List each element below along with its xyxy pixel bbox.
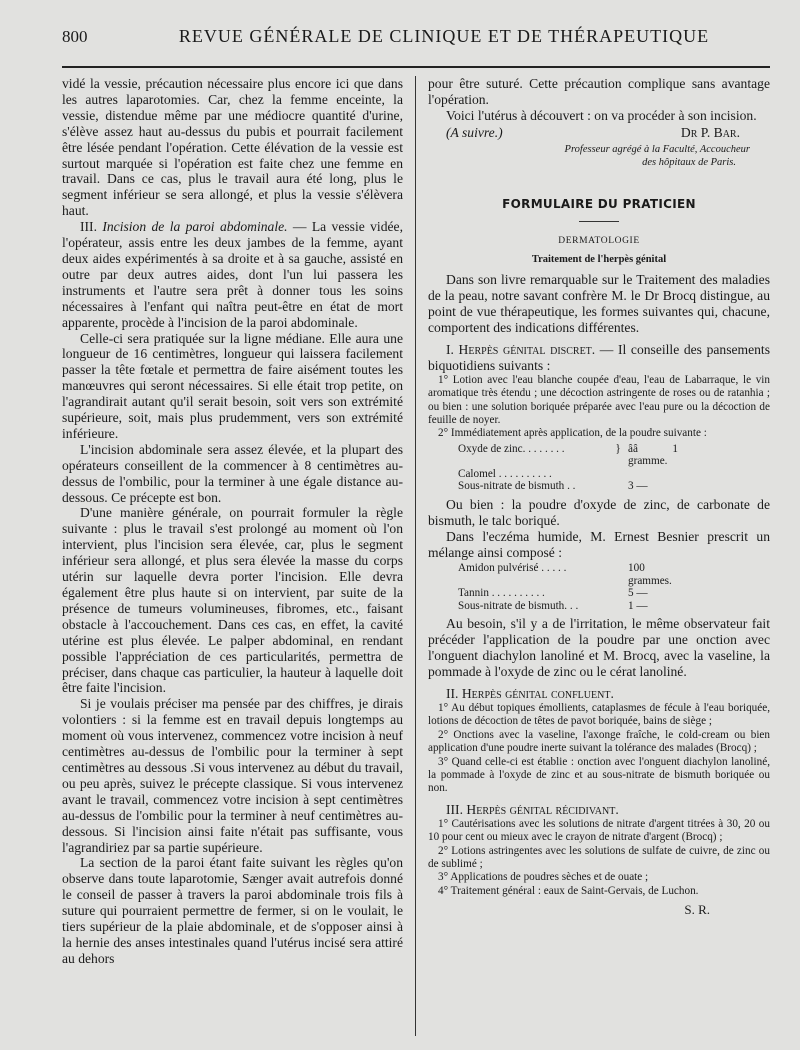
list-item: 2° Lotions astringentes avec les solutions de sulfate de cuivre, de zinc ou de sublimé ; [428, 844, 770, 870]
paragraph: Au besoin, s'il y a de l'irritation, le même observateur fait précéder l'application de la poudre par une onction avec l'onguent diachylon lanoliné et M. Brocq, avec la vaseline, la pommade à l'oxyde de zinc ou le cérat lanoliné. [428, 616, 770, 680]
page-header [62, 26, 766, 56]
form-heading: Herpès génital récidivant. [466, 801, 619, 817]
paragraph [62, 219, 403, 330]
paragraph: vidé la vessie, précaution nécessaire plus encore ici que dans les autres laparotomies. Car, chez la femme enceinte, la vessie, distendue même par une médiocre quantité d'urine, s'élève assez haut au-dessus du pubis et pourrait facilement être lésée pendant l'opération. Cette élévation de la vessie est surtout marquée si l'opération est faite chez une femme en travail. Dans ce cas, plus le travail aura été long, plus le segment inférieur se sera allongé, et plus la vessie s'élèvera haut. [62, 76, 403, 219]
list-item: 1° Cautérisations avec les solutions de nitrate d'argent titrées à 30, 20 ou 10 pour cent ou mieux avec le crayon de nitrate d'argent (Brocq) ; [428, 817, 770, 844]
formula-table [458, 562, 770, 612]
running-title: REVUE GÉNÉRALE DE CLINIQUE ET DE THÉRAPEUTIQUE [178, 26, 710, 46]
paragraph-text: — La vessie vidée, l'opérateur, assis entre les deux jambes de la femme, ayant deux aides expérimentés à sa droite et à sa gauche, assisté en outre par deux autres aides, dont l'un lui passera les instruments et l'autre sera prêt à donner tous les soins nécessaires à l'enfant qui naîtra peut-être en état de mort apparente, procède à l'incision de la paroi abdominale. [62, 219, 403, 330]
paragraph: L'incision abdominale sera assez élevée, et la plupart des opérateurs conseillent de la commencer à 8 centimètres au-dessus de l'ombilic, pour la terminer à une égale distance au-dessous. Ce précepte est bon. [62, 441, 403, 505]
author-affiliation: Professeur agrégé à la Faculté, Accoucheur des hôpitaux de Paris. [564, 143, 750, 168]
section-divider [579, 221, 619, 222]
formula-row: Oxyde de zinc. . . . . . . . } ââ 1 gramme. [458, 442, 678, 468]
section-signature: S. R. [684, 902, 710, 918]
list-item: 3° Quand celle-ci est établie : onction avec l'onguent diachylon lanoliné, la pommade à l'oxyde de zinc et au sous-nitrate de bismuth boriquée ou non. [428, 755, 770, 795]
formula-row: Tannin . . . . . . . . . . 5 — [458, 587, 648, 600]
treatment-list [428, 702, 770, 796]
left-column [62, 76, 416, 1036]
section-number: III. [80, 219, 103, 235]
list-item: 2° Immédiatement après application, de la poudre suivante : [438, 427, 707, 440]
paragraph: Ou bien : la poudre d'oxyde de zinc, de carbonate de bismuth, le talc boriqué. [428, 496, 770, 528]
paragraph: Si je voulais préciser ma pensée par des chiffres, je dirais volontiers : si la femme est en travail depuis longtemps au moment où vous intervenez, commencez votre incision à neuf centimètres au-dessus de l'ombilic pour la terminer à sept centimètres au dessous .Si vous intervenez au début du travail, ou peu après, suivez le précepte classique. Si vous intervenez avant le travail, commencez votre incision à sept centimètres au-dessus de l'ombilic pour la terminer à neuf centimètres au-dessous. Si l'incision ainsi faite n'était pas suffisante, vous l'agrandiriez par sa partie supérieure. [62, 696, 403, 855]
section-heading: Incision de la paroi abdominale. [102, 219, 288, 235]
formula-row: Sous-nitrate de bismuth . . 3 — [458, 480, 648, 493]
formula-row: Sous-nitrate de bismuth. . . 1 — [458, 599, 648, 612]
paragraph: La section de la paroi étant faite suivant les règles qu'on observe dans toute laparotomie, Sænger avait autrefois donné le conseil de passer à travers la paroi abdominale trois fils à suture qui pourraient permettre de fermer, si on le voulait, le tiers supérieur de la plaie abdominale, et de s'opposer ainsi à la hernie des anses intestinales quand l'utérus incisé sera attiré au dehors [62, 855, 403, 966]
treatment-list [428, 818, 770, 898]
paragraph: Celle-ci sera pratiquée sur la ligne médiane. Elle aura une longueur de 16 centimètres, longueur qui laissera facilement passer la tête fœtale et permettra de faire aisément toutes les manœuvres qui seront nécessaires. Si elle était trop petite, on l'agrandirait autant qu'il serait besoin, soit vers son extrémité supérieure, soit, mais plus prudemment, vers son extrémité inférieure. [62, 330, 403, 441]
paragraph: pour être suturé. Cette précaution complique sans avantage l'opération. [428, 76, 770, 107]
paragraph: Dans son livre remarquable sur le Traitement des maladies de la peau, notre savant confrère M. le Dr Brocq distingue, au point de vue thérapeutique, les formes suivantes qui, chacune, comportent des indications différentes. [428, 272, 770, 336]
two-column-body [62, 76, 770, 1036]
form-heading: Herpès génital discret. [458, 341, 596, 357]
heading-paragraph: I. Herpès génital discret. — Il conseille des pansements biquotidiens suivants : [428, 341, 770, 373]
paragraph: D'une manière générale, on pourrait formuler la règle suivante : plus le travail s'est prolongé au moment où l'on intervient, plus l'incision sera élevée, car, plus le segment inférieur sera allongé, et plus sera élevée la masse du corps utérin sur laquelle devra porter l'incision. Elle devra également être plus haute si on intervient, par suite de la présence de tumeurs volumineuses, fibromes, etc., faisant obstacle à l'accouchement. Dans ces cas, en effet, la cavité utérine est plus élevée. Le palper abdominal, en rendant possible l'appréciation de ces particularités, permettra de préciser, dans chaque cas particulier, la hauteur à laquelle doit être faite l'incision. [62, 505, 403, 696]
paragraph: Dans l'eczéma humide, M. Ernest Besnier prescrit un mélange ainsi composé : [428, 528, 770, 560]
page-number: 800 [62, 27, 88, 46]
paragraph: Voici l'utérus à découvert : on va procéder à son incision. [446, 107, 757, 123]
list-item: 4° Traitement général : eaux de Saint-Gervais, de Luchon. [438, 884, 699, 897]
header-rule [62, 66, 770, 68]
to-be-continued: (A suivre.) [446, 124, 503, 140]
heading-paragraph: II. Herpès génital confluent. [446, 686, 614, 702]
formula-row: Amidon pulvérisé . . . . . 100 grammes. [458, 562, 672, 587]
list-item: 3° Applications de poudres sèches et de ouate ; [438, 871, 649, 884]
heading-paragraph: III. Herpès génital récidivant. [446, 801, 619, 817]
article-signature [428, 125, 770, 141]
treatment-list [428, 374, 770, 441]
subsubsection-title: Traitement de l'herpès génital [531, 254, 667, 266]
list-item: 2° Onctions avec la vaseline, l'axonge fraîche, le cold-cream ou bien application d'une poudre inerte suivant la tolérance des malades (Brocq) ; [428, 728, 770, 755]
author-name: Dr P. Bar. [680, 124, 740, 140]
form-heading: Herpès génital confluent. [461, 686, 614, 702]
formula-row: Calomel . . . . . . . . . . [458, 467, 552, 480]
formula-table [458, 443, 770, 493]
section-title: FORMULAIRE DU PRATICIEN [502, 196, 696, 211]
right-column [416, 76, 770, 1036]
list-item: 1° Lotion avec l'eau blanche coupée d'eau, l'eau de Labarraque, le vin aromatique très étendu ; une décoction astringente de roses ou de ratanhia ; ou bien : une solution boriquée préparée avec l'eau pure ou la décoction de feuille de noyer. [428, 373, 770, 426]
subsection-title: DERMATOLOGIE [558, 235, 640, 246]
list-item: 1° Au début topiques émollients, cataplasmes de fécule à l'eau boriquée, lotions de décoction de têtes de pavot boriquée, bains de siège ; [428, 701, 770, 728]
